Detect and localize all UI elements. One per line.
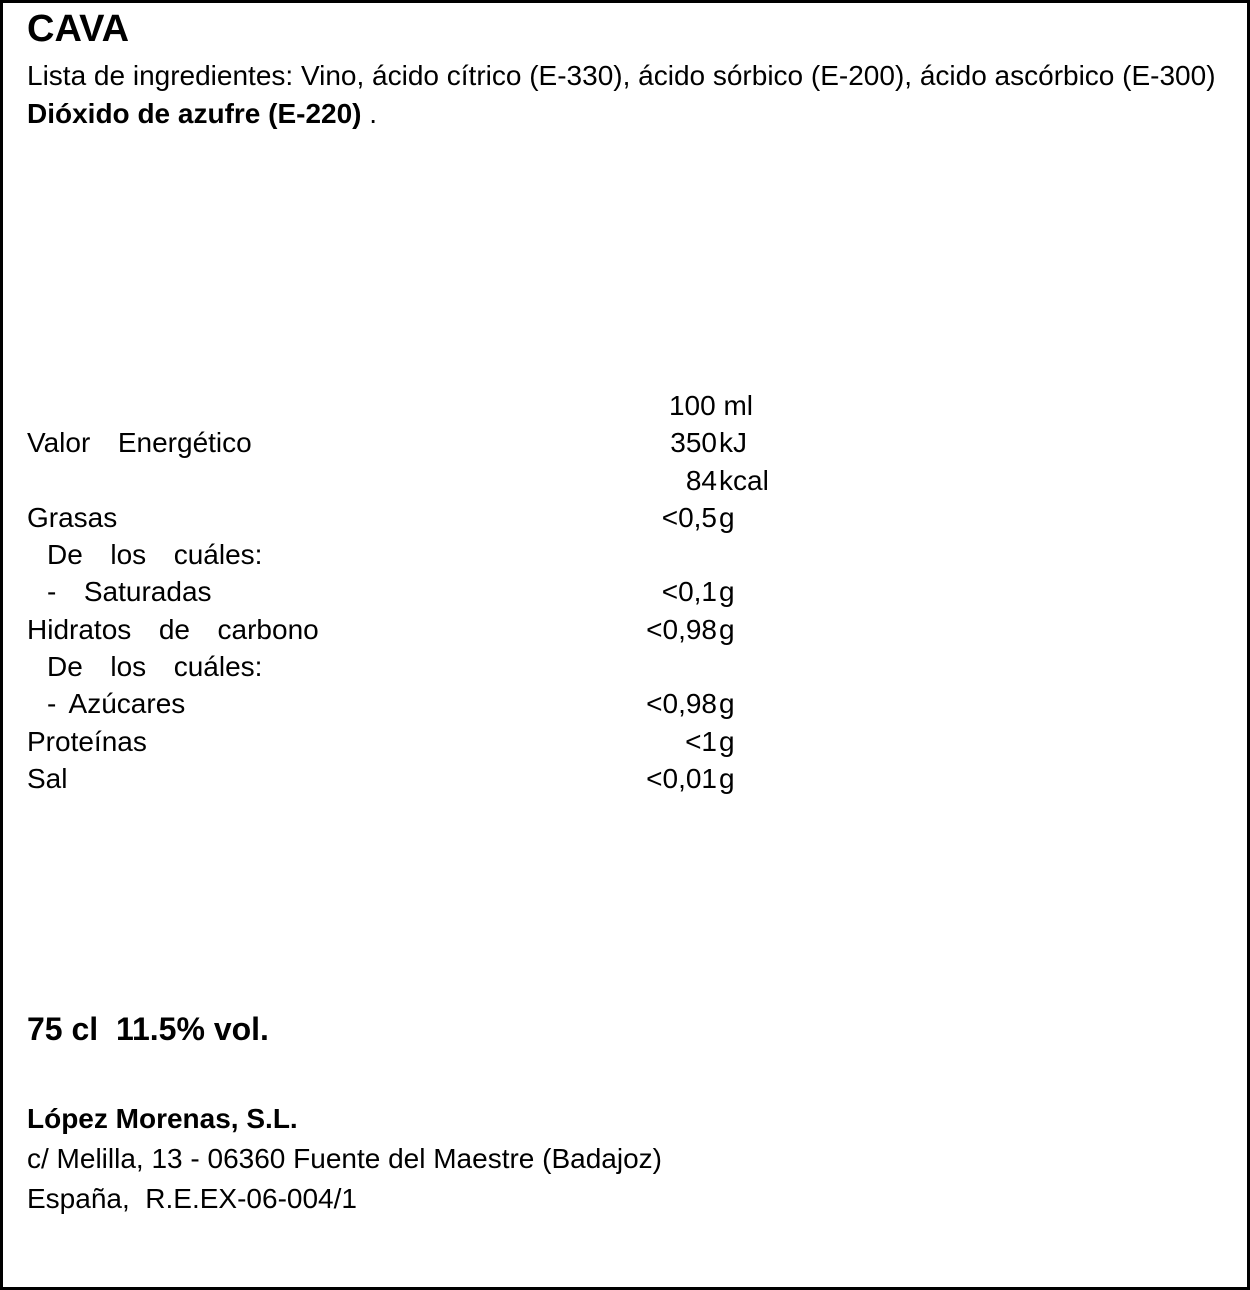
nutrient-name: - Azúcares <box>47 688 186 720</box>
nutrition-row <box>27 499 927 536</box>
producer-country-registry: España, R.E.EX-06-004/1 <box>27 1183 357 1214</box>
nutrient-unit: g <box>719 725 735 757</box>
nutrition-row <box>27 573 927 610</box>
nutrition-row <box>27 424 927 461</box>
product-title: CAVA <box>27 8 130 50</box>
nutrient-unit: g <box>719 688 735 720</box>
nutrient-name: De los cuáles: <box>47 651 263 683</box>
nutrient-name: Valor Energético <box>27 427 252 459</box>
nutrition-row <box>27 648 927 685</box>
nutrition-row <box>27 723 927 760</box>
nutrient-value: <1 <box>685 725 717 757</box>
nutrition-header-row <box>27 387 927 424</box>
nutrition-row <box>27 760 927 797</box>
nutrition-header: 100 ml <box>668 390 754 421</box>
nutrient-unit: kJ <box>719 427 747 459</box>
nutrient-name: De los cuáles: <box>47 539 263 571</box>
nutrient-name: Hidratos de carbono <box>27 613 319 645</box>
nutrient-value: <0,98 <box>646 613 717 645</box>
nutrient-unit: g <box>719 613 735 645</box>
producer-info <box>27 1099 662 1219</box>
producer-company: López Morenas, S.L. <box>27 1103 298 1134</box>
ingredients-end: . <box>369 98 378 129</box>
nutrient-unit: g <box>719 762 735 794</box>
producer-address: c/ Melilla, 13 - 06360 Fuente del Maestre (Badajoz) <box>27 1143 662 1174</box>
nutrient-unit: kcal <box>719 464 769 496</box>
nutrient-value: <0,98 <box>646 688 717 720</box>
nutrient-value: <0,01 <box>646 762 717 794</box>
nutrient-unit: g <box>719 501 735 533</box>
nutrient-value: <0,5 <box>661 501 717 533</box>
nutrition-row <box>27 536 927 573</box>
volume-abv: 75 cl 11.5% vol. <box>27 1011 269 1047</box>
nutrient-name: Proteínas <box>27 725 147 757</box>
nutrition-row <box>27 611 927 648</box>
ingredients-list <box>27 57 1217 133</box>
nutrient-name: - Saturadas <box>47 576 212 608</box>
nutrition-row <box>27 685 927 722</box>
nutrient-unit: g <box>719 576 735 608</box>
nutrient-value: 84 <box>685 464 717 496</box>
ingredients-text: Lista de ingredientes: Vino, ácido cítrico (E-330), ácido sórbico (E-200), ácido ascórbico (E-300) <box>27 60 1216 91</box>
nutrition-row <box>27 462 927 499</box>
nutrient-value: 350 <box>670 427 717 459</box>
nutrient-value: <0,1 <box>661 576 717 608</box>
nutrient-name: Sal <box>27 762 68 794</box>
nutrient-name: Grasas <box>27 501 118 533</box>
nutrition-table <box>27 387 927 797</box>
allergen-text: Dióxido de azufre (E-220) <box>27 98 362 129</box>
